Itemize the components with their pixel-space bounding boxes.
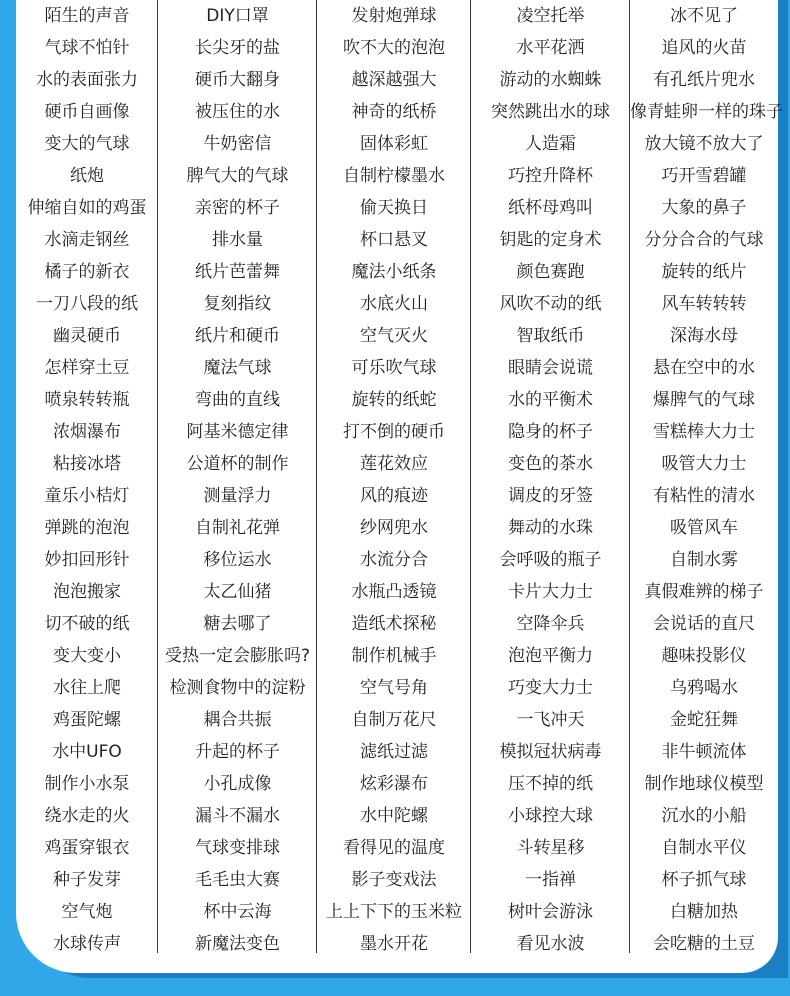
table-cell: 鸡蛋陀螺 [53,710,121,730]
table-cell: 怎样穿土豆 [44,358,130,378]
table-cell: 造纸术探秘 [351,614,437,634]
table-cell: 弹跳的泡泡 [44,518,130,538]
table-cell: 调皮的牙签 [508,486,593,506]
table-column-4 [471,0,630,953]
table-cell: 魔法气球 [203,358,272,378]
table-cell: 纸杯母鸡叫 [508,198,593,218]
experiment-table [16,0,790,953]
table-cell: 泡泡平衡力 [508,646,593,666]
table-cell: 气球变排球 [195,838,280,858]
table-cell: 小孔成像 [203,774,272,794]
table-column-3 [317,0,471,953]
table-cell: 雪糕棒大力士 [653,422,755,442]
table-cell: 自制水雾 [670,550,738,570]
table-cell: 空气炮 [61,902,113,922]
table-cell: 水中UFO [52,742,122,762]
table-cell: 亲密的杯子 [195,198,280,218]
table-cell: 墨水开花 [360,934,428,954]
table-cell: 长尖牙的盐 [195,38,280,58]
table-cell: 炫彩瀑布 [360,774,428,794]
table-cell: 水瓶凸透镜 [351,582,437,602]
table-cell: 隐身的杯子 [508,422,593,442]
table-cell: 水的平衡术 [508,390,593,410]
table-cell: DIY口罩 [206,6,269,26]
table-cell: 深海水母 [670,326,738,346]
table-cell: 智取纸币 [516,326,585,346]
table-cell: 莲花效应 [360,454,428,474]
table-cell: 突然跳出水的球 [491,102,610,122]
table-cell: 糖去哪了 [203,614,272,634]
table-cell: 童乐小桔灯 [44,486,130,506]
table-cell: 趣味投影仪 [661,646,747,666]
table-cell: 像青蛙卵一样的珠子 [630,102,783,122]
table-cell: 切不破的纸 [44,614,130,634]
table-cell: 看见水波 [516,934,585,954]
table-cell: 魔法小纸条 [351,262,437,282]
table-column-1 [16,0,158,953]
table-cell: 旋转的纸片 [661,262,747,282]
table-cell: 会呼吸的瓶子 [499,550,602,570]
table-cell: 白糖加热 [670,902,738,922]
table-cell: 风车转转转 [661,294,747,314]
table-cell: 自制万花尺 [351,710,437,730]
table-cell: 悬在空中的水 [653,358,755,378]
table-cell: 自制柠檬墨水 [343,166,445,186]
table-cell: 陌生的声音 [44,6,130,26]
table-cell: 吸管大力士 [661,454,747,474]
table-cell: 风的痕迹 [360,486,428,506]
table-cell: 越深越强大 [351,70,437,90]
table-cell: 爆脾气的气球 [653,390,755,410]
table-cell: 自制礼花弹 [195,518,280,538]
table-cell: 变大的气球 [44,134,130,154]
table-cell: 追风的火苗 [661,38,747,58]
table-cell: 杯口悬叉 [360,230,428,250]
table-cell: 制作地球仪模型 [644,774,764,794]
table-cell: 有粘性的清水 [653,486,755,506]
table-cell: 测量浮力 [203,486,272,506]
table-cell: 气球不怕针 [44,38,130,58]
table-cell: 偷天换日 [360,198,428,218]
table-cell: 有孔纸片兜水 [653,70,755,90]
table-cell: 看得见的温度 [343,838,445,858]
table-cell: 鸡蛋穿银衣 [44,838,130,858]
table-column-5 [630,0,783,954]
table-cell: 纸片芭蕾舞 [195,262,280,282]
table-cell: 固体彩虹 [360,134,428,154]
table-cell: 水平花洒 [516,38,585,58]
table-cell: 水往上爬 [53,678,121,698]
table-cell: 泡泡搬家 [53,582,121,602]
table-cell: 影子变戏法 [351,870,437,890]
table-cell: 漏斗不漏水 [195,806,280,826]
table-cell: 粘接冰塔 [53,454,121,474]
table-cell: 水的表面张力 [36,70,138,90]
table-cell: 巧开雪碧罐 [661,166,747,186]
table-cell: 水滴走钢丝 [44,230,130,250]
table-cell: 自制水平仪 [661,838,747,858]
table-cell: 移位运水 [203,550,272,570]
table-cell: 制作机械手 [351,646,437,666]
table-cell: 凌空托举 [516,6,585,26]
table-cell: 发射炮弹球 [351,6,437,26]
table-cell: 牛奶密信 [203,134,272,154]
table-cell: 新魔法变色 [195,934,280,954]
table-cell: 复刻指纹 [203,294,272,314]
table-cell: 小球控大球 [508,806,593,826]
table-cell: 眼睛会说谎 [508,358,593,378]
table-cell: 妙扣回形针 [44,550,130,570]
table-cell: 滤纸过滤 [360,742,428,762]
table-cell: 变色的茶水 [508,454,593,474]
table-cell: 浓烟瀑布 [53,422,121,442]
table-cell: 制作小水泵 [44,774,130,794]
table-cell: 打不倒的硬币 [343,422,445,442]
table-cell: 毛毛虫大赛 [195,870,280,890]
table-cell: 会吃糖的土豆 [653,934,755,954]
table-cell: 上上下下的玉米粒 [326,902,462,922]
table-cell: 伸缩自如的鸡蛋 [27,198,147,218]
table-cell: 真假难辨的梯子 [644,582,764,602]
table-cell: 放大镜不放大了 [644,134,764,154]
table-cell: 模拟冠状病毒 [499,742,602,762]
table-cell: 金蛇狂舞 [670,710,738,730]
table-cell: 乌鸦喝水 [670,678,738,698]
table-cell: 排水量 [212,230,263,250]
table-cell: 神奇的纸桥 [351,102,437,122]
table-cell: 一刀八段的纸 [36,294,138,314]
table-cell: 杯子抓气球 [661,870,747,890]
table-cell: 风吹不动的纸 [499,294,602,314]
table-cell: 耦合共振 [203,710,272,730]
table-cell: 会说话的直尺 [653,614,755,634]
table-cell: 硬币自画像 [44,102,130,122]
table-cell: 喷泉转转瓶 [44,390,130,410]
table-cell: 非牛顿流体 [661,742,747,762]
table-cell: 水中陀螺 [360,806,428,826]
table-cell: 硬币大翻身 [195,70,280,90]
table-cell: 冰不见了 [670,6,738,26]
table-column-2 [158,0,317,953]
table-cell: 颜色赛跑 [516,262,585,282]
table-cell: 空降伞兵 [516,614,585,634]
table-cell: 种子发芽 [53,870,121,890]
table-cell: 受热一定会膨胀吗? [164,646,311,666]
table-cell: 钥匙的定身术 [499,230,602,250]
table-cell: 舞动的水珠 [508,518,593,538]
table-cell: 绕水走的火 [44,806,130,826]
table-cell: 升起的杯子 [195,742,280,762]
table-cell: 沉水的小船 [661,806,747,826]
table-cell: 纸片和硬币 [195,326,280,346]
table-cell: 卡片大力士 [508,582,593,602]
table-cell: 旋转的纸蛇 [351,390,437,410]
table-cell: 可乐吹气球 [351,358,437,378]
table-cell: 纱网兜水 [360,518,428,538]
table-cell: 斗转星移 [516,838,585,858]
table-cell: 树叶会游泳 [508,902,593,922]
table-cell: 一指禅 [525,870,576,890]
table-cell: 巧控升降杯 [508,166,593,186]
table-cell: 橘子的新衣 [44,262,130,282]
table-cell: 变大变小 [53,646,121,666]
table-cell: 吹不大的泡泡 [343,38,445,58]
table-cell: 阿基米德定律 [186,422,289,442]
table-cell: 压不掉的纸 [508,774,593,794]
table-cell: 脾气大的气球 [186,166,289,186]
table-cell: 幽灵硬币 [53,326,121,346]
table-cell: 空气号角 [360,678,428,698]
table-cell: 人造霜 [525,134,576,154]
table-cell: 纸炮 [70,166,104,186]
table-cell: 被压住的水 [195,102,280,122]
table-cell: 一飞冲天 [516,710,585,730]
table-cell: 检测食物中的淀粉 [169,678,306,698]
table-cell: 杯中云海 [203,902,272,922]
table-cell: 游动的水蜘蛛 [499,70,602,90]
table-cell: 大象的鼻子 [661,198,747,218]
table-cell: 公道杯的制作 [186,454,289,474]
table-cell: 水球传声 [53,934,121,954]
table-cell: 水底火山 [360,294,428,314]
table-cell: 巧变大力士 [508,678,593,698]
table-cell: 分分合合的气球 [644,230,764,250]
table-cell: 空气灭火 [360,326,428,346]
table-cell: 吸管风车 [670,518,738,538]
table-cell: 水流分合 [360,550,428,570]
table-cell: 太乙仙猪 [203,582,272,602]
table-cell: 弯曲的直线 [195,390,280,410]
